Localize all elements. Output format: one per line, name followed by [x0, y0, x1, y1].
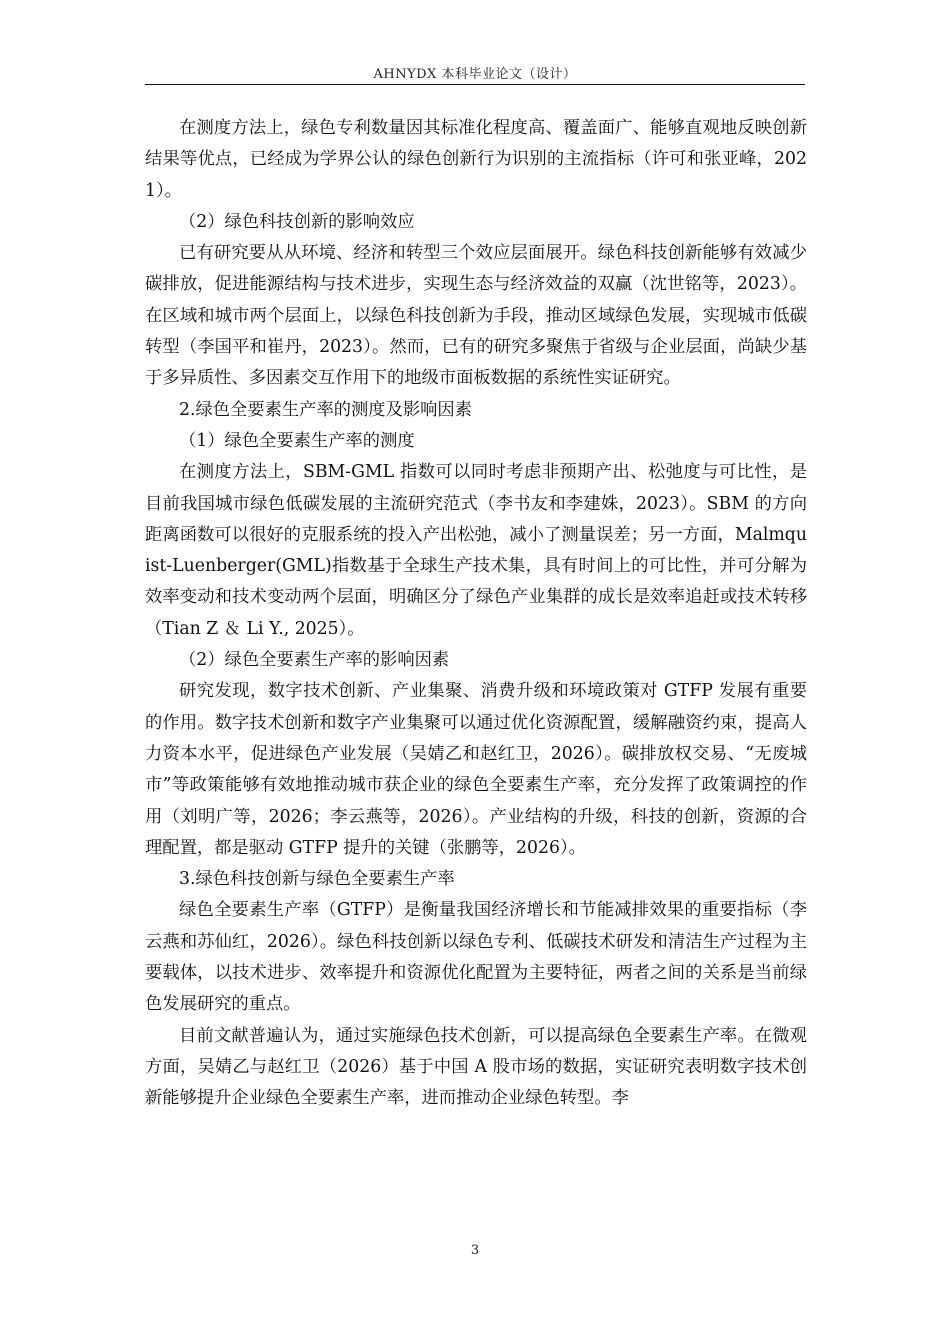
body-text	[145, 113, 807, 1115]
paragraph: 在测度方法上，SBM-GML 指数可以同时考虑非预期产出、松弛度与可比性，是目前我国城市绿色低碳发展的主流研究范式（李书友和李建姝，2023）。SBM 的方向距离函数可以很好的克服系统的投入产出松弛，减小了测量误差；另一方面，Malmquist-Luenberger(GML)指数基于全球生产技术集，具有时间上的可比性，并可分解为效率变动和技术变动两个层面，明确区分了绿色产业集群的成长是效率追赶或技术转移（Tian Z ＆ Li Y., 2025）。	[145, 462, 807, 639]
section-heading: 2.绿色全要素生产率的测度及影响因素	[179, 399, 472, 420]
subsection-heading: （2）绿色全要素生产率的影响因素	[179, 650, 450, 671]
header-divider	[145, 84, 805, 85]
page-number: 3	[470, 1243, 480, 1258]
section-heading: 3.绿色科技创新与绿色全要素生产率	[179, 869, 455, 890]
running-header: AHNYDX 本科毕业论文（设计）	[373, 67, 577, 82]
paragraph: 在测度方法上，绿色专利数量因其标准化程度高、覆盖面广、能够直观地反映创新结果等优点，已经成为学界公认的绿色创新行为识别的主流指标（许可和张亚峰，2021）。	[145, 118, 807, 201]
paragraph: 研究发现，数字技术创新、产业集聚、消费升级和环境政策对 GTFP 发展有重要的作用。数字技术创新和数字产业集聚可以通过优化资源配置，缓解融资约束，提高人力资本水平，促进绿色产业发展（吴婧乙和赵红卫，2026）。碳排放权交易、“无废城市”等政策能够有效地推动城市获企业的绿色全要素生产率，充分发挥了政策调控的作用（刘明广等，2026；李云燕等，2026）。产业结构的升级，科技的创新，资源的合理配置，都是驱动 GTFP 提升的关键（张鹏等，2026）。	[145, 681, 807, 858]
paragraph: 绿色全要素生产率（GTFP）是衡量我国经济增长和节能减排效果的重要指标（李云燕和苏仙红，2026）。绿色科技创新以绿色专利、低碳技术研发和清洁生产过程为主要载体，以技术进步、效率提升和资源优化配置为主要特征，两者之间的关系是当前绿色发展研究的重点。	[145, 900, 807, 1015]
paragraph: 目前文献普遍认为，通过实施绿色技术创新，可以提高绿色全要素生产率。在微观方面，吴婧乙与赵红卫（2026）基于中国 A 股市场的数据，实证研究表明数字技术创新能够提升企业绿色全要素生产率，进而推动企业绿色转型。李	[145, 1025, 807, 1109]
subsection-heading: （1）绿色全要素生产率的测度	[179, 430, 415, 451]
paragraph: 已有研究要从从环境、经济和转型三个效应层面展开。绿色科技创新能够有效减少碳排放，促进能源结构与技术进步，实现生态与经济效益的双赢（沈世铭等，2023）。在区域和城市两个层面上，以绿色科技创新为手段，推动区域绿色发展，实现城市低碳转型（李国平和崔丹，2023）。然而，已有的研究多聚焦于省级与企业层面，尚缺少基于多异质性、多因素交互作用下的地级市面板数据的系统性实证研究。	[145, 243, 807, 389]
subsection-heading: （2）绿色科技创新的影响效应	[179, 211, 415, 232]
